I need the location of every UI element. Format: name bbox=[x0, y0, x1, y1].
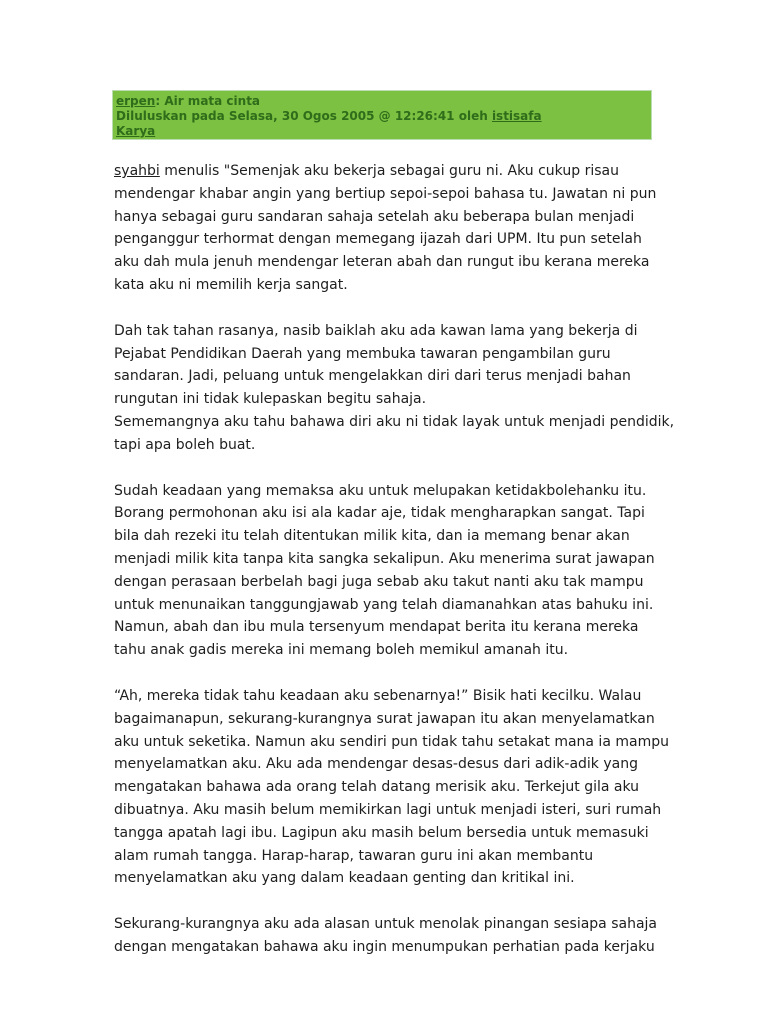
story-title: Air mata cinta bbox=[164, 94, 261, 108]
article-line: Borang permohonan aku isi ala kadar aje, tidak mengharapkan sangat. Tapi bbox=[114, 505, 645, 522]
author-link[interactable]: syahbi bbox=[114, 163, 160, 179]
article-line: mengatakan bahawa ada orang telah datang merisik aku. Terkejut gila aku bbox=[114, 779, 640, 796]
article-paragraph bbox=[114, 160, 704, 297]
article-line: bila dah rezeki itu telah ditentukan milik kita, dan ia memang benar akan bbox=[114, 528, 630, 545]
article-line: sandaran. Jadi, peluang untuk mengelakkan diri dari terus menjadi bahan bbox=[114, 368, 631, 385]
article-line: dengan mengatakan bahawa aku ingin menumpukan perhatian pada kerjaku bbox=[114, 938, 655, 955]
article-line: Pejabat Pendidikan Daerah yang membuka tawaran pengambilan guru bbox=[114, 345, 611, 362]
topic-link[interactable]: erpen bbox=[116, 94, 156, 108]
article-body bbox=[114, 160, 704, 982]
article-line: menjadi milik kita tanpa kita sangka sekalipun. Aku menerima surat jawapan bbox=[114, 550, 655, 567]
article-line: rungutan ini tidak kulepaskan begitu sahaja. bbox=[114, 391, 427, 408]
category-line bbox=[116, 124, 649, 139]
poster-link[interactable]: istisafa bbox=[491, 109, 542, 123]
article-line: aku dah mula jenuh mendengar leteran abah dan rungut ibu kerana mereka bbox=[114, 254, 650, 271]
story-title-line bbox=[116, 94, 649, 109]
article-paragraph bbox=[114, 913, 704, 959]
posted-info-line bbox=[116, 109, 649, 124]
article-line: mendengar khabar angin yang bertiup sepoi-sepoi bahasa tu. Jawatan ni pun bbox=[114, 185, 657, 202]
article-paragraph bbox=[114, 480, 704, 662]
article-line: tangga apatah lagi ibu. Lagipun aku masih belum bersedia untuk memasuki bbox=[114, 824, 649, 841]
article-line: hanya sebagai guru sandaran sahaja setelah aku beberapa bulan menjadi bbox=[114, 208, 635, 225]
article-line: Namun, abah dan ibu mula tersenyum mendapat berita itu kerana mereka bbox=[114, 619, 639, 636]
posted-info-text: Diluluskan pada Selasa, 30 Ogos 2005 @ 12:26:41 oleh bbox=[116, 109, 492, 123]
article-line: tahu anak gadis mereka ini memang boleh memikul amanah itu. bbox=[114, 642, 569, 659]
article-line: dibuatnya. Aku masih belum memikirkan lagi untuk menjadi isteri, suri rumah bbox=[114, 801, 662, 818]
article-line: tapi apa boleh buat. bbox=[114, 436, 256, 453]
article-line: menyelamatkan aku yang dalam keadaan genting dan kritikal ini. bbox=[114, 870, 575, 887]
article-line: untuk menunaikan tanggungjawab yang telah diamanahkan atas bahuku ini. bbox=[114, 596, 654, 613]
article-line: kata aku ni memilih kerja sangat. bbox=[114, 276, 348, 293]
article-line: bagaimanapun, sekurang-kurangnya surat jawapan itu akan menyelamatkan bbox=[114, 710, 655, 727]
article-line: Dah tak tahan rasanya, nasib baiklah aku ada kawan lama yang bekerja di bbox=[114, 322, 638, 339]
title-separator: : bbox=[155, 94, 165, 108]
article-line: Sekurang-kurangnya aku ada alasan untuk menolak pinangan sesiapa sahaja bbox=[114, 916, 657, 933]
story-header-box bbox=[112, 90, 652, 140]
article-line: penganggur terhormat dengan memegang ijazah dari UPM. Itu pun setelah bbox=[114, 231, 642, 248]
article-line: Sememangnya aku tahu bahawa diri aku ni tidak layak untuk menjadi pendidik, bbox=[114, 413, 675, 430]
article-line: dengan perasaan berbelah bagi juga sebab aku takut nanti aku tak mampu bbox=[114, 573, 644, 590]
article-line: Sudah keadaan yang memaksa aku untuk melupakan ketidakbolehanku itu. bbox=[114, 482, 647, 499]
article-line: aku untuk seketika. Namun aku sendiri pun tidak tahu setakat mana ia mampu bbox=[114, 733, 669, 750]
article-line: alam rumah tangga. Harap-harap, tawaran guru ini akan membantu bbox=[114, 847, 594, 864]
category-link[interactable]: Karya bbox=[116, 124, 156, 138]
article-line-text: menulis "Semenjak aku bekerja sebagai guru ni. Aku cukup risau bbox=[159, 163, 619, 179]
article-paragraph bbox=[114, 685, 704, 890]
article-paragraph bbox=[114, 320, 704, 457]
article-line: “Ah, mereka tidak tahu keadaan aku sebenarnya!” Bisik hati kecilku. Walau bbox=[114, 687, 642, 704]
article-line: menyelamatkan aku. Aku ada mendengar desas-desus dari adik-adik yang bbox=[114, 756, 638, 773]
article-line bbox=[114, 160, 704, 183]
